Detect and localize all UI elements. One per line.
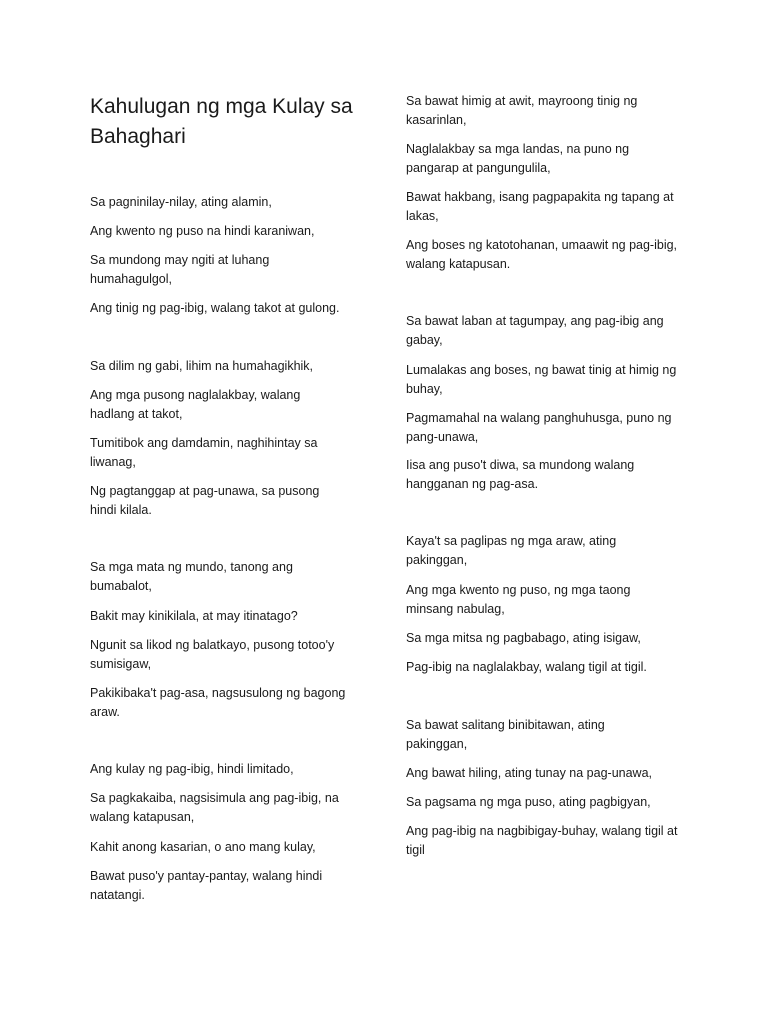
poem-line: Sa pagkakaiba, nagsisimula ang pag-ibig, na walang katapusan,	[90, 791, 339, 824]
poem-line: Pakikibaka't pag-asa, nagsusulong ng bagong araw.	[90, 686, 346, 719]
poem-line: Kahit anong kasarian, o ano mang kulay,	[90, 840, 316, 854]
poem-line: Tumitibok ang damdamin, naghihintay sa liwanag,	[90, 436, 318, 469]
poem-line: Sa mga mitsa ng pagbabago, ating isigaw,	[406, 631, 641, 645]
poem-line: Sa bawat salitang binibitawan, ating pakinggan,	[406, 718, 605, 751]
poem-line: Ang tinig ng pag-ibig, walang takot at gulong.	[90, 301, 340, 315]
poem-line: Pagmamahal na walang panghuhusga, puno ng pang-unawa,	[406, 411, 672, 444]
poem-line: Pag-ibig na naglalakbay, walang tigil at tigil.	[406, 660, 647, 674]
poem-line: Ang boses ng katotohanan, umaawit ng pag-ibig, walang katapusan.	[406, 238, 678, 271]
poem-line: Kaya't sa paglipas ng mga araw, ating pakinggan,	[406, 534, 617, 567]
poem-line: Sa pagsama ng mga puso, ating pagbigyan,	[406, 795, 651, 809]
poem-line: Ang mga kwento ng puso, ng mga taong minsang nabulag,	[406, 583, 631, 616]
poem-line: Sa mundong may ngiti at luhang humahagulgol,	[90, 253, 270, 286]
poem-line: Sa bawat himig at awit, mayroong tinig ng kasarinlan,	[406, 94, 638, 127]
poem-line: Ng pagtanggap at pag-unawa, sa pusong hindi kilala.	[90, 484, 320, 517]
poem-line: Ang kulay ng pag-ibig, hindi limitado,	[90, 762, 294, 776]
document-title: Kahulugan ng mga Kulay sa Bahaghari	[90, 95, 353, 148]
poem-line: Bawat puso'y pantay-pantay, walang hindi natatangi.	[90, 869, 323, 902]
poem-line: Ang bawat hiling, ating tunay na pag-unawa,	[406, 766, 653, 780]
poem-line: Naglalakbay sa mga landas, na puno ng pangarap at pangungulila,	[406, 142, 630, 175]
poem-line: Ngunit sa likod ng balatkayo, pusong totoo'y sumisigaw,	[90, 638, 335, 671]
poem-line: Bawat hakbang, isang pagpapakita ng tapang at lakas,	[406, 190, 674, 223]
poem-line: Bakit may kinikilala, at may itinatago?	[90, 609, 298, 623]
poem-line: Sa pagninilay-nilay, ating alamin,	[90, 195, 272, 209]
poem-line: Ang kwento ng puso na hindi karaniwan,	[90, 224, 315, 238]
poem-line: Sa bawat laban at tagumpay, ang pag-ibig ang gabay,	[406, 314, 664, 347]
poem-line: Lumalakas ang boses, ng bawat tinig at himig ng buhay,	[406, 363, 677, 396]
poem-line: Sa mga mata ng mundo, tanong ang bumabalot,	[90, 560, 293, 593]
poem-line: Ang pag-ibig na nagbibigay-buhay, walang tigil at tigil	[406, 824, 678, 857]
poem-line: Iisa ang puso't diwa, sa mundong walang hangganan ng pag-asa.	[406, 458, 635, 491]
poem-line: Sa dilim ng gabi, lihim na humahagikhik,	[90, 359, 314, 373]
poem-line: Ang mga pusong naglalakbay, walang hadlang at takot,	[90, 388, 301, 421]
